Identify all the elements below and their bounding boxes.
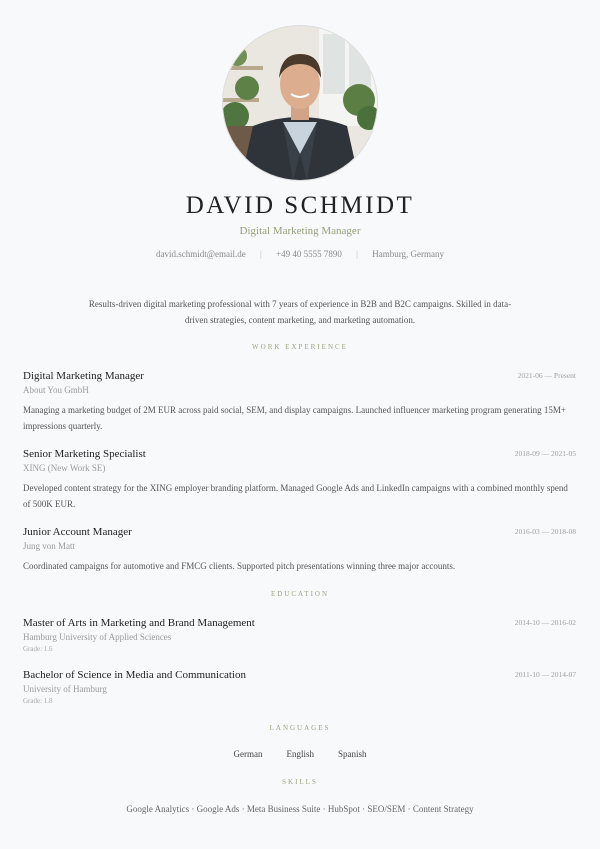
language-item: English <box>286 749 314 759</box>
job-description: Coordinated campaigns for automotive and FMCG clients. Supported pitch presentations winning three major accounts. <box>23 561 456 571</box>
job-company: XING (New Work SE) <box>23 463 106 473</box>
degree-title: Bachelor of Science in Media and Communication <box>23 669 246 681</box>
job-dates: 2016-03 — 2018-08 <box>514 527 576 536</box>
education-grade: Grade: 1.8 <box>23 697 53 705</box>
school-name: Hamburg University of Applied Sciences <box>23 632 172 642</box>
contact-phone[interactable]: +49 40 5555 7890 <box>276 249 342 259</box>
avatar <box>222 25 378 181</box>
contact-separator: | <box>260 249 262 259</box>
candidate-name: DAVID SCHMIDT <box>185 192 415 219</box>
candidate-role: Digital Marketing Manager <box>239 225 361 237</box>
section-title-education: EDUCATION <box>270 590 330 598</box>
language-item: Spanish <box>338 749 367 759</box>
education-dates: 2011-10 — 2014-07 <box>515 670 576 679</box>
summary-text: Results-driven digital marketing professional with 7 years of experience in B2B and B2C campaigns. Skilled in data-driven strategies, content marketing, and marketing automation. <box>88 299 512 325</box>
education-dates: 2014-10 — 2016-02 <box>514 618 576 627</box>
education-entry <box>23 668 576 706</box>
profile-photo <box>223 26 377 180</box>
languages-list <box>0 749 600 759</box>
school-name: University of Hamburg <box>23 684 107 694</box>
language-item: German <box>233 749 263 759</box>
education-entry <box>23 616 576 654</box>
contact-location: Hamburg, Germany <box>372 249 445 259</box>
job-dates: 2018-09 — 2021-05 <box>514 449 576 458</box>
job-title: Junior Account Manager <box>23 526 132 538</box>
contact-separator: | <box>356 249 358 259</box>
job-company: Jung von Matt <box>23 541 76 551</box>
experience-entry <box>23 525 576 574</box>
job-title: Digital Marketing Manager <box>23 370 144 382</box>
section-title-skills: SKILLS <box>282 778 318 786</box>
job-company: About You GmbH <box>23 385 89 395</box>
contact-line <box>0 249 600 259</box>
skills-list: Google Analytics · Google Ads · Meta Business Suite · HubSpot · SEO/SEM · Content Strategy <box>126 804 474 814</box>
education-grade: Grade: 1.6 <box>23 645 53 653</box>
job-description: Managing a marketing budget of 2M EUR across paid social, SEM, and display campaigns. Launched influencer marketing program generating 15M+ impressions quarterly. <box>23 405 566 431</box>
section-title-experience: WORK EXPERIENCE <box>252 343 348 351</box>
experience-entry <box>23 447 576 512</box>
degree-title: Master of Arts in Marketing and Brand Management <box>23 617 255 629</box>
job-dates: 2021-06 — Present <box>517 371 576 380</box>
contact-email[interactable]: david.schmidt@email.de <box>155 249 246 259</box>
section-title-languages: LANGUAGES <box>269 724 331 732</box>
experience-entry <box>23 369 576 434</box>
job-title: Senior Marketing Specialist <box>23 448 146 460</box>
job-description: Developed content strategy for the XING employer branding platform. Managed Google Ads and LinkedIn campaigns with a combined monthly spend of 500K EUR. <box>23 483 568 509</box>
